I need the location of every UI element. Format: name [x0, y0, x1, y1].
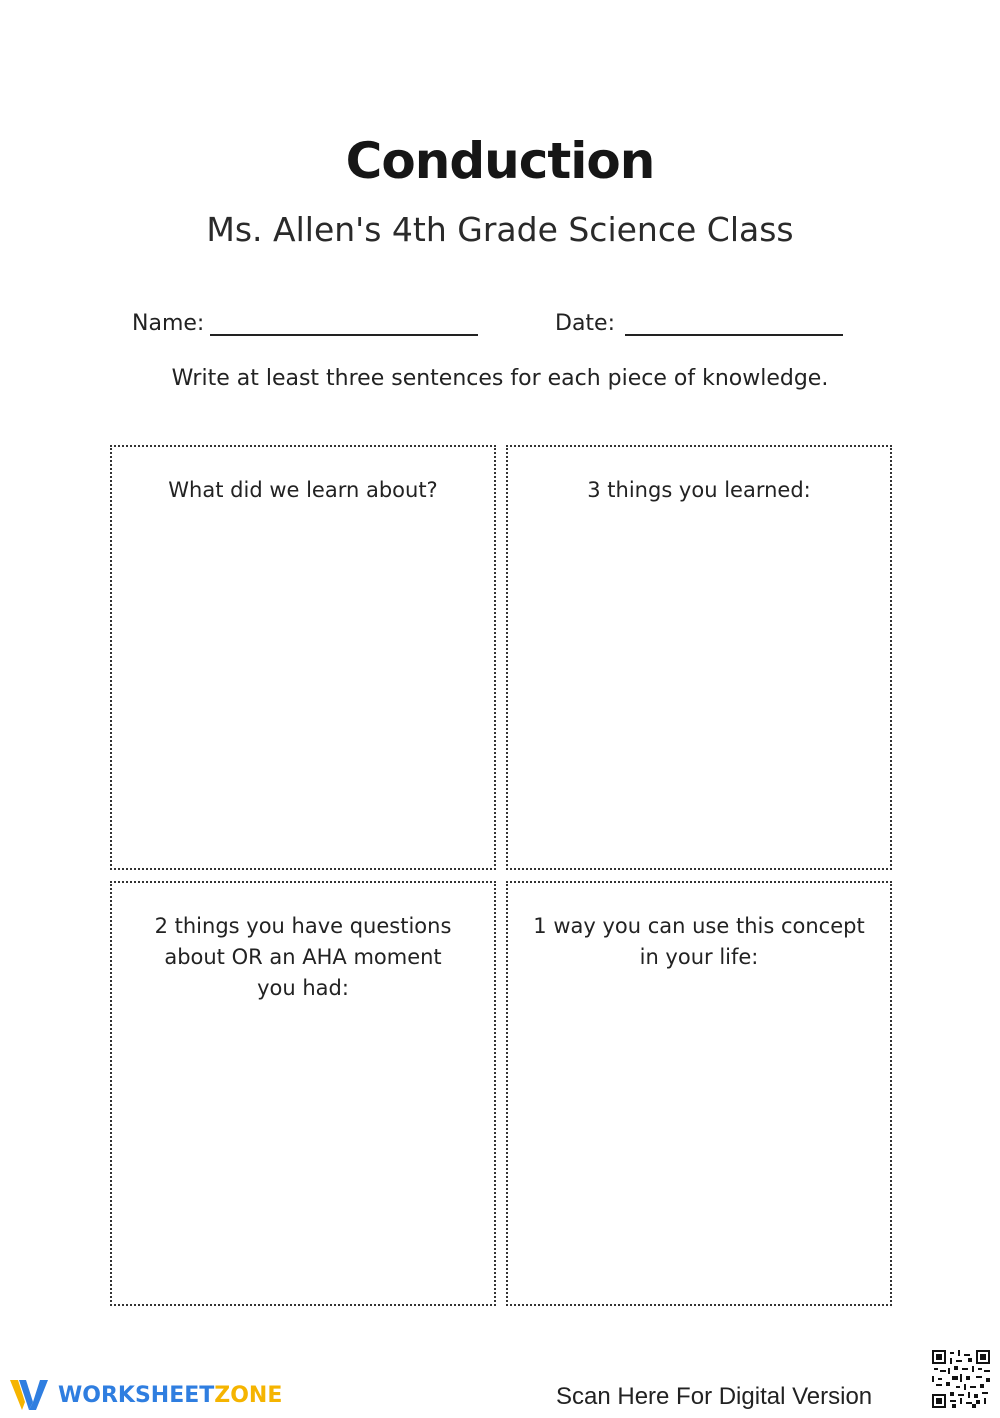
brand-zone: ZONE [214, 1382, 283, 1408]
worksheetzone-w-logo-icon [10, 1378, 52, 1412]
box-prompt: 1 way you can use this concept in your life: [533, 914, 865, 969]
date-field [555, 308, 843, 336]
qr-code-icon[interactable] [932, 1350, 990, 1408]
box-questions-aha [110, 881, 496, 1306]
box-prompt: What did we learn about? [168, 478, 438, 502]
box-prompt: 3 things you learned: [587, 478, 811, 502]
worksheet-title: Conduction [345, 132, 655, 190]
box-what-learned [110, 445, 496, 870]
worksheet-subtitle: Ms. Allen's 4th Grade Science Class [206, 210, 794, 249]
brand-name [58, 1383, 282, 1408]
name-field [132, 308, 478, 336]
instructions-text: Write at least three sentences for each piece of knowledge. [171, 366, 829, 391]
brand-worksheet: WORKSHEET [58, 1382, 215, 1408]
date-line [625, 308, 843, 336]
name-label: Name: [132, 311, 205, 336]
scan-text: Scan Here For Digital Version [556, 1383, 873, 1410]
name-line [210, 308, 478, 336]
date-label: Date: [555, 311, 615, 336]
box-use-concept [506, 881, 892, 1306]
worksheetzone-logo [10, 1378, 282, 1412]
box-prompt: 2 things you have questions about OR an AHA moment you had: [154, 914, 452, 1000]
box-three-things [506, 445, 892, 870]
